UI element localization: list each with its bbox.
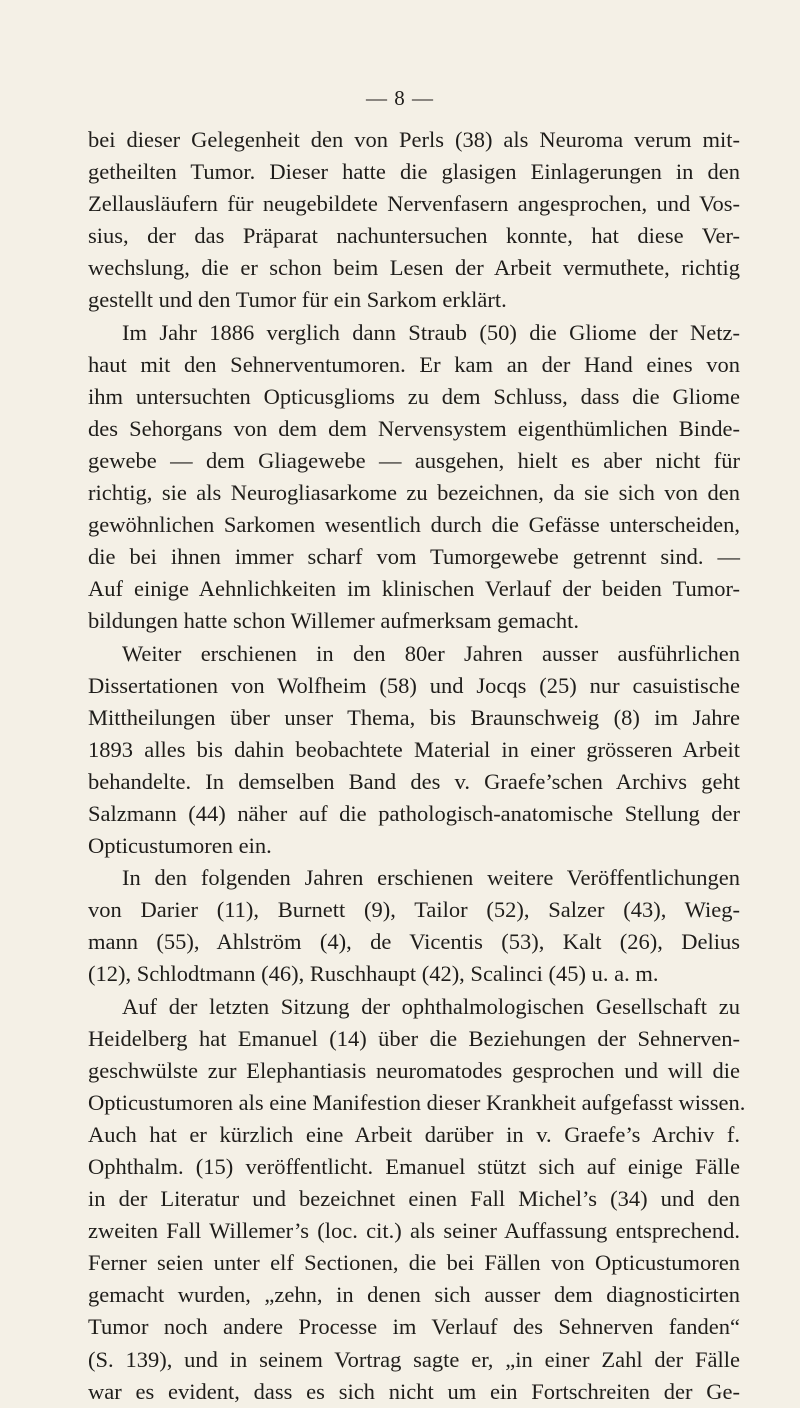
text-line: Auf der letzten Sitzung der ophthalmologischen Gesellschaft zu (122, 993, 740, 1019)
text-line: Auch hat er kürzlich eine Arbeit darüber in v. Graefe’s Archiv f. (88, 1121, 740, 1147)
text-line: Zellausläufern für neugebildete Nervenfasern angesprochen, und Vos- (88, 191, 740, 217)
text-line: bei dieser Gelegenheit den von Perls (38) als Neuroma verum mit- (88, 127, 740, 152)
text-line: (S. 139), und in seinem Vortrag sagte er, „in einer Zahl der Fälle (88, 1346, 740, 1372)
text-line: Auf einige Aehnlichkeiten im klinischen Verlauf der beiden Tumor- (88, 576, 740, 602)
text-line: bildungen hatte schon Willemer aufmerksam gemacht. (88, 608, 580, 634)
text-line: Heidelberg hat Emanuel (14) über die Beziehungen der Sehnerven- (88, 1025, 740, 1051)
text-line: die bei ihnen immer scharf vom Tumorgewebe getrennt sind. — (88, 544, 740, 570)
text-line: behandelte. In demselben Band des v. Graefe’schen Archivs geht (88, 768, 740, 794)
text-line: geschwülste zur Elephantiasis neuromatodes gesprochen und will die (88, 1057, 740, 1083)
text-line: ihm untersuchten Opticusglioms zu dem Schluss, dass die Gliome (88, 383, 740, 409)
text-line: 1893 alles bis dahin beobachtete Material in einer grösseren Arbeit (88, 736, 740, 762)
text-line: gestellt und den Tumor für ein Sarkom erklärt. (88, 287, 507, 313)
text-line: Weiter erschienen in den 80er Jahren ausser ausführlichen (122, 640, 740, 666)
text-line: Ophthalm. (15) veröffentlicht. Emanuel stützt sich auf einige Fälle (88, 1154, 740, 1179)
text-line: Mittheilungen über unser Thema, bis Braunschweig (8) im Jahre (88, 704, 740, 730)
body-text (88, 124, 746, 1408)
text-line: Tumor noch andere Processe im Verlauf des Sehnerven fanden“ (88, 1314, 740, 1340)
text-line: richtig, sie als Neurogliasarkome zu bezeichnen, da sie sich von den (88, 480, 740, 506)
text-line: gewebe — dem Gliagewebe — ausgehen, hielt es aber nicht für (88, 447, 740, 473)
text-line: zweiten Fall Willemer’s (loc. cit.) als seiner Auffassung entsprechend. (88, 1218, 740, 1244)
text-line: gemacht wurden, „zehn, in denen sich ausser dem diagnosticirten (88, 1282, 740, 1308)
text-line: mann (55), Ahlström (4), de Vicentis (53), Kalt (26), Delius (88, 929, 740, 955)
text-line: (12), Schlodtmann (46), Ruschhaupt (42), Scalinci (45) u. a. m. (88, 961, 659, 987)
text-line: gewöhnlichen Sarkomen wesentlich durch die Gefässe unterscheiden, (88, 512, 740, 538)
text-line: von Darier (11), Burnett (9), Tailor (52), Salzer (43), Wieg- (88, 897, 740, 923)
text-line: haut mit den Sehnerventumoren. Er kam an der Hand eines von (88, 351, 740, 377)
text-line: In den folgenden Jahren erschienen weitere Veröffentlichungen (122, 865, 740, 891)
text-line: wechslung, die er schon beim Lesen der Arbeit vermuthete, richtig (88, 255, 740, 281)
text-line: in der Literatur und bezeichnet einen Fall Michel’s (34) und den (88, 1186, 740, 1212)
text-line: des Sehorgans von dem dem Nervensystem eigenthümlichen Binde- (88, 415, 740, 441)
text-line: Opticustumoren als eine Manifestion dieser Krankheit aufgefasst wissen. (88, 1089, 746, 1115)
text-line: getheilten Tumor. Dieser hatte die glasigen Einlagerungen in den (88, 159, 740, 185)
text-line: Im Jahr 1886 verglich dann Straub (50) die Gliome der Netz- (122, 319, 740, 345)
text-line: Salzmann (44) näher auf die pathologisch-anatomische Stellung der (88, 800, 740, 826)
text-line: Dissertationen von Wolfheim (58) und Jocqs (25) nur casuistische (88, 672, 740, 698)
text-line: war es evident, dass es sich nicht um ein Fortschreiten der Ge- (88, 1378, 740, 1404)
text-line: Opticustumoren ein. (88, 833, 272, 859)
page-number: — 8 — (366, 86, 434, 110)
text-line: sius, der das Präparat nachuntersuchen konnte, hat diese Ver- (88, 223, 740, 249)
text-line: Ferner seien unter elf Sectionen, die bei Fällen von Opticustumoren (88, 1250, 740, 1276)
